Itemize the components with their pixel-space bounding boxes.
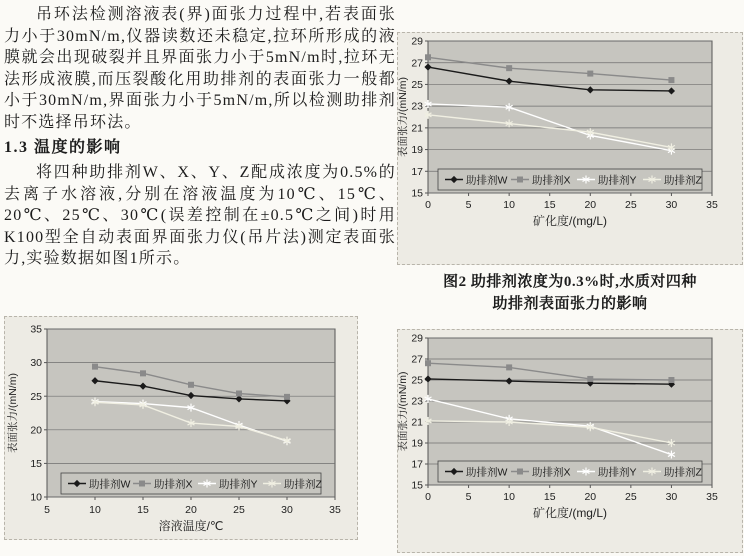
plot-area (47, 329, 335, 497)
svg-text:30: 30 (665, 199, 678, 211)
svg-text:15: 15 (411, 479, 423, 492)
svg-text:25: 25 (30, 390, 42, 403)
svg-text:35: 35 (30, 323, 42, 336)
square-marker (668, 377, 674, 383)
figure2-salinity-chart (397, 32, 743, 265)
svg-text:15: 15 (543, 491, 556, 503)
svg-text:23: 23 (411, 395, 423, 408)
svg-text:25: 25 (411, 374, 423, 387)
y-axis-label: 表面张力/(mN/m) (7, 373, 19, 453)
legend-label: 助排剂X (532, 174, 571, 187)
svg-text:21: 21 (411, 122, 423, 135)
y-tick-labels (30, 324, 47, 504)
square-marker (668, 77, 674, 83)
figure2-caption-line1: 图2 助排剂浓度为0.3%时,水质对四种 (443, 274, 697, 290)
svg-text:19: 19 (411, 144, 423, 157)
svg-text:29: 29 (411, 332, 423, 345)
legend-label: 助排剂Y (598, 174, 637, 187)
x-tick-labels (44, 497, 341, 516)
svg-text:10: 10 (503, 199, 515, 211)
legend-label: 助排剂X (154, 478, 193, 491)
square-marker (92, 364, 98, 370)
figure2-caption (397, 271, 743, 315)
legend (438, 461, 702, 482)
svg-text:30: 30 (665, 491, 678, 503)
figure1-temperature-chart (4, 316, 358, 540)
square-marker (236, 391, 242, 397)
figure2-caption-line2: 助排剂表面张力的影响 (492, 296, 648, 312)
svg-text:15: 15 (411, 187, 423, 200)
svg-text:21: 21 (411, 416, 423, 429)
square-marker (587, 71, 593, 77)
legend-label: 助排剂Y (598, 466, 637, 479)
svg-text:0: 0 (425, 491, 431, 503)
square-marker (517, 469, 523, 475)
fig1-chart-svg (5, 317, 355, 537)
svg-text:15: 15 (30, 458, 42, 470)
svg-text:20: 20 (185, 504, 197, 516)
legend (61, 473, 322, 494)
x-axis-label: 溶液温度/℃ (158, 519, 224, 533)
svg-text:30: 30 (30, 357, 42, 370)
svg-text:25: 25 (411, 79, 423, 92)
svg-text:35: 35 (329, 504, 341, 516)
square-marker (425, 54, 431, 60)
svg-text:0: 0 (425, 199, 431, 211)
svg-text:25: 25 (233, 504, 245, 516)
svg-text:27: 27 (411, 57, 423, 70)
svg-text:27: 27 (411, 353, 423, 366)
svg-text:35: 35 (706, 199, 718, 211)
svg-text:5: 5 (465, 199, 472, 211)
y-tick-labels (411, 333, 428, 492)
svg-text:20: 20 (584, 491, 597, 503)
svg-text:20: 20 (30, 424, 42, 437)
legend-label: 助排剂X (532, 466, 571, 479)
paragraph-ring-method: 吊环法检测溶液表(界)面张力过程中,若表面张力小于30mN/m,仪器读数还未稳定,拉环所形成的液膜就会出现破裂并且界面张力小于5mN/m时,拉环无法形成液膜,而压裂酸化用助排剂的表面张力一般都小于30mN/m,界面张力小于5mN/m,所以检测助排剂时不选择吊环法。 (4, 6, 396, 131)
square-marker (139, 481, 145, 487)
svg-text:20: 20 (584, 199, 597, 211)
svg-text:17: 17 (411, 458, 423, 471)
square-marker (425, 360, 431, 366)
legend-label: 助排剂W (89, 478, 131, 491)
svg-text:25: 25 (625, 491, 637, 503)
svg-text:5: 5 (465, 491, 472, 503)
x-axis-label: 矿化度/(mg/L) (532, 214, 608, 228)
legend (438, 169, 702, 190)
square-marker (506, 65, 512, 71)
text-column (4, 4, 396, 270)
svg-text:10: 10 (30, 491, 42, 504)
y-axis-label: 表面张力/(mN/m) (398, 371, 409, 452)
square-marker (517, 177, 523, 183)
svg-text:5: 5 (44, 504, 50, 516)
y-axis-label: 表面张力/(mN/m) (398, 77, 409, 157)
svg-text:10: 10 (89, 504, 101, 516)
figure3-salinity-chart (397, 329, 743, 553)
svg-text:19: 19 (411, 437, 423, 450)
section-heading-1-3: 1.3 温度的影响 (4, 139, 122, 156)
legend-label: 助排剂Y (219, 478, 258, 491)
paragraph-temperature-experiment: 将四种助排剂W、X、Y、Z配成浓度为0.5%的去离子水溶液,分别在溶液温度为10℃、15℃、20℃、25℃、30℃(误差控制在±0.5℃之间)时用K100型全自动表面界面张力仪(吊片法)测定表面张力,实验数据如图1所示。 (4, 164, 396, 267)
svg-text:23: 23 (411, 100, 423, 113)
svg-text:25: 25 (625, 199, 637, 211)
square-marker (506, 364, 512, 370)
square-marker (140, 370, 146, 376)
svg-text:15: 15 (137, 504, 149, 516)
square-marker (587, 376, 593, 382)
svg-text:17: 17 (411, 165, 423, 178)
x-tick-labels (425, 193, 718, 211)
square-marker (284, 394, 290, 400)
svg-text:29: 29 (411, 35, 423, 48)
svg-text:10: 10 (503, 491, 515, 503)
legend-label: 助排剂Z (664, 466, 702, 479)
square-marker (188, 382, 194, 388)
fig3-chart-svg (398, 330, 740, 550)
svg-text:35: 35 (706, 491, 718, 503)
fig2-chart-svg (398, 33, 740, 262)
x-tick-labels (425, 485, 718, 503)
legend-label: 助排剂W (466, 466, 508, 479)
legend-label: 助排剂Z (664, 174, 702, 187)
legend-label: 助排剂Z (284, 478, 322, 491)
x-axis-label: 矿化度/(mg/L) (532, 506, 608, 520)
svg-text:30: 30 (281, 504, 293, 516)
svg-text:15: 15 (543, 199, 556, 211)
legend-label: 助排剂W (466, 174, 508, 187)
